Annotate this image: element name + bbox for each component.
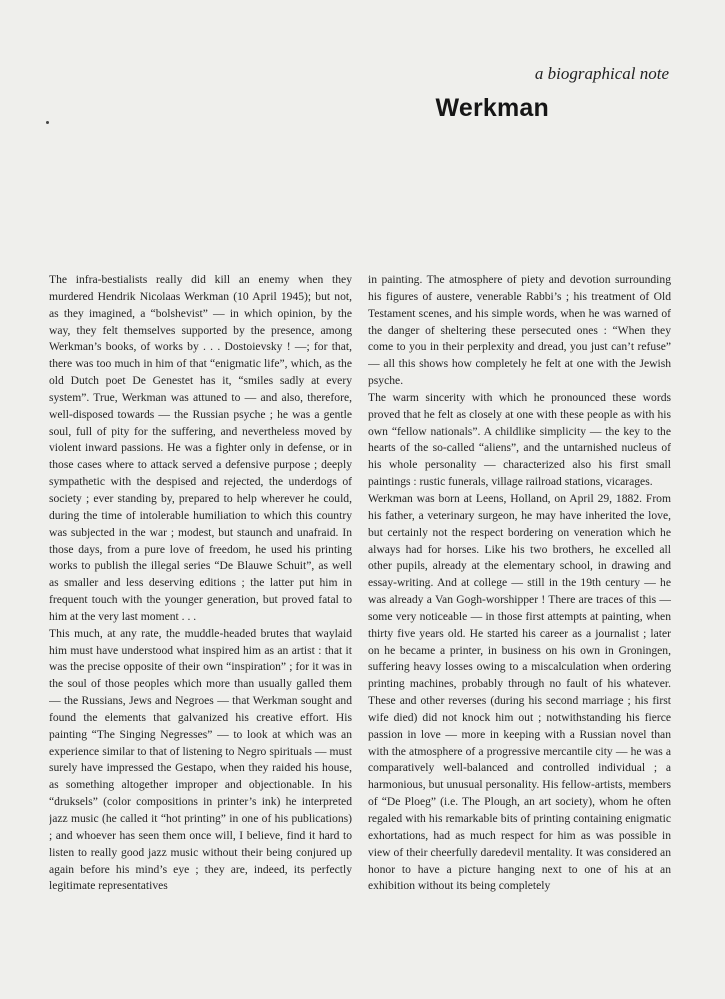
paragraph: This much, at any rate, the muddle-headed brutes that waylaid him must have understood what inspired him as an artist : that it was the precise opposite of their own “inspiration” ; for it was in the soul of those peoples which more than usually galled them — the Russians, Jews and Negroes — that Werkman sought and found the elements that galvanized his creative effort. His painting “The Singing Negresses” — to look at which was an experience similar to that of listening to Negro spirituals — must surely have impressed the Gestapo, when they raided his house, as something altogether improper and objectionable. In his “druksels” (color compositions in printer’s ink) he interpreted jazz music (he called it “hot printing” in one of his publications) ; and whoever has seen them once will, I believe, find it hard to listen to really good jazz music without their being conjured up again before his mind’s eye ; they are, indeed, its perfectly legitimate representatives [49,626,352,893]
section-kicker: a biographical note [534,64,669,83]
paragraph: in painting. The atmosphere of piety and devotion surrounding his figures of austere, venerable Rabbi’s ; his treatment of Old Testament scenes, and his simple words, when he was warned of the danger of sheltering these persecuted ones : “When they come to you in their perplexity and dread, you just can’t refuse” — all this shows how completely he felt at one with the Jewish psyche. [368,273,671,388]
paragraph: Werkman was born at Leens, Holland, on April 29, 1882. From his father, a veterinary surgeon, he may have inherited the love, but certainly not the respect bordering on veneration which he always had for horses. Like his two brothers, he excelled all other pupils, already at the elementary school, in drawing and essay-writing. And at college — still in the 19th century — he was already a Van Gogh-worshipper ! There are traces of this — some very noticeable — in those first attempts at painting, when thirty five years old. He started his career as a journalist ; later on he became a printer, in business on his own in Groningen, suffering heavy losses owing to a miscalculation when ordering printing machines, probably through no fault of his whatever. These and other reverses (during his second marriage ; his first wife died) did not knock him out ; notwithstanding his fierce passion in love — more in keeping with a Russian novel than with the atmosphere of a progressive mercantile city — he was a comparatively well-balanced and controlled individual ; a harmonious, but unusual personality. His fellow-artists, members of “De Ploeg” (i.e. The Plough, an art society), whom he often regaled with his remarkable bits of printing containing enigmatic exhortations, had as much respect for him as was possible in view of their cheerfully daredevil mentality. It was considered an honor to have a picture hanging next to one of his at an exhibition without its being completely [368,491,671,893]
text-column-right [368,272,671,972]
paragraph: The infra-bestialists really did kill an enemy when they murdered Hendrik Nicolaas Werkman (10 April 1945); but not, as they imagined, a “bolshevist” — in which opinion, by the way, they felt themselves supported by the presence, among Werkman’s books, of works by . . . Dostoievsky ! —; for that, there was too much in him of that “enigmatic life”, which, as the old Dutch poet De Genestet has it, “smiles sadly at every system”. True, Werkman was attuned to — and also, therefore, well-disposed towards — the Russian psyche ; he was a gentle soul, full of pity for the suffering, and nevertheless moved by violent inward passions. He was a fighter only in defense, or in those cases where to attack served a defensive purpose ; deeply sympathetic with the despised and rejected, the underdogs of society ; ever standing by, prepared to help wherever he could, during the time of intolerable humiliation to which this country was subjected in the war ; modest, but staunch and unafraid. In those days, from a pure love of freedom, he used his printing works to publish the illegal series “De Blauwe Schuit”, as well as smaller and less deserving editions ; the latter put him in frequent touch with the younger generation, but proved fatal to him at the very last moment . . . [49,273,352,623]
text-column-left [49,272,352,972]
page-speck [46,121,49,124]
paragraph: The warm sincerity with which he pronounced these words proved that he felt as closely at one with these people as with his own “fellow nationals”. A childlike simplicity — the key to the hearts of the so-called “aliens”, and the untarnished nucleus of his whole personality — characterized also his first small paintings : rustic funerals, village railroad stations, vicarages. [368,390,671,489]
article-title: Werkman [435,94,549,122]
